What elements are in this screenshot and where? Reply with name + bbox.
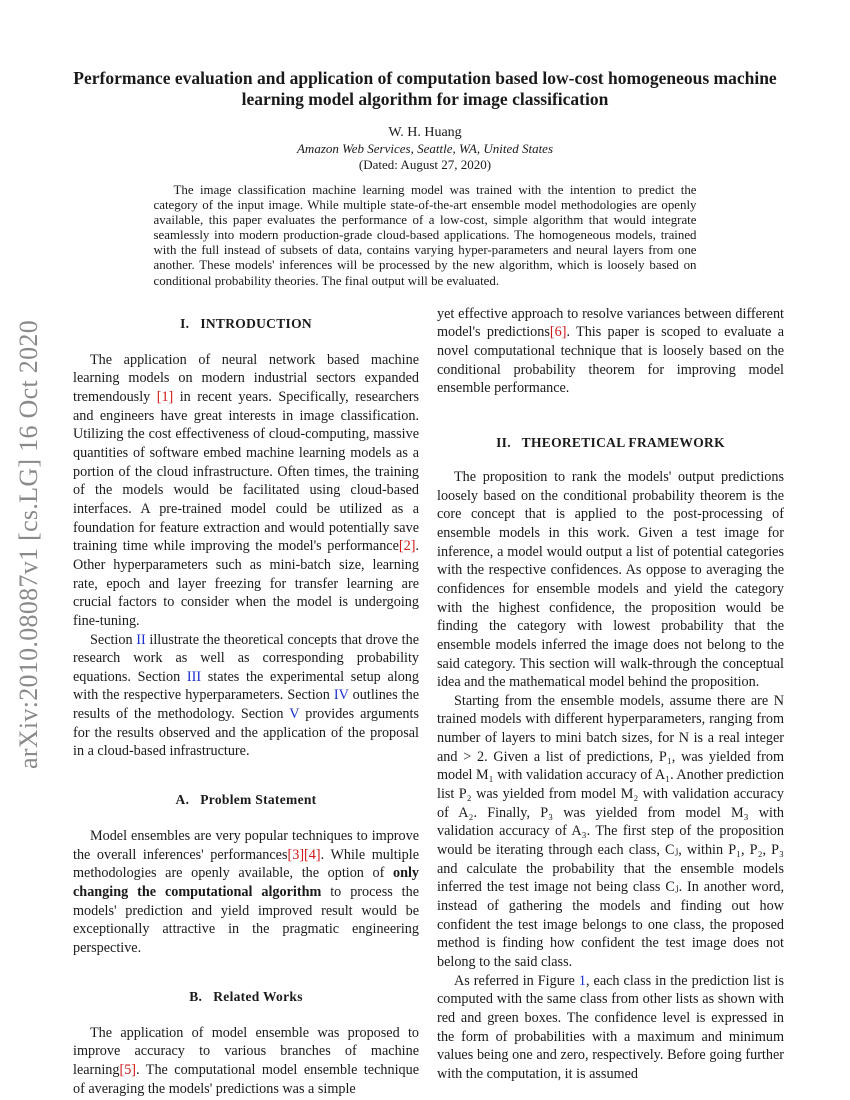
reference-link[interactable]: V [289, 706, 300, 723]
reference-link[interactable]: [5] [119, 1062, 137, 1078]
intro-paragraph-1 [73, 351, 419, 631]
arxiv-identifier-stamp: arXiv:2010.08087v1 [cs.LG] 16 Oct 2020 [14, 320, 43, 770]
reference-link[interactable]: [4] [304, 846, 321, 863]
section-heading-theoretical-framework: II. THEORETICAL FRAMEWORK [496, 434, 725, 450]
paper-title: Performance evaluation and application of computation based low-cost homogeneous machine learning model algorithm for image classification [73, 68, 777, 109]
text-run: outlines the results of the methodology. Section [73, 687, 419, 723]
reference-link[interactable]: IV [333, 687, 349, 704]
author-name: W. H. Huang [388, 125, 462, 140]
text-run: Model ensembles are very popular techniques to improve the overall inferences' performances [73, 828, 419, 863]
left-column [73, 305, 419, 1099]
emphasized-text: only changing the computational algorithm [73, 865, 419, 901]
right-column [437, 305, 784, 1099]
reference-link[interactable]: [2] [398, 538, 416, 555]
related-works-continuation [437, 305, 784, 398]
theory-paragraph-1 [437, 468, 784, 692]
text-run: , each class in the prediction list is computed with the same class from other lists as shown with red and green boxes. The confidence level is expressed in the form of probabilities with a maximum and minimum values being one and zero, respectively. Before going further with the computation, it is assumed [437, 972, 784, 1082]
text-run: . Other hyperparameters such as mini-batch size, learning rate, epoch and layer freezing for transfer learning are crucial factors to consider when the model is undergoing fine-tuning. [73, 538, 419, 629]
theory-paragraph-3 [437, 972, 784, 1084]
two-column-body [0, 305, 850, 1099]
text-run: The proposition to rank the models' output predictions loosely based on the conditional probability theorem is the core concept that is applied to the post-processing of ensemble models in this work. Given a test image for inference, a model would output a list of potential categories with the respective confidences. As oppose to averaging the confidences for ensemble models and yield the category with the highest confidence, the proposition would be finding the category with lowest probability that the ensemble models inferred the image does not belong to the said category. This section will walk-through the conceptual idea and the mathematical model behind the proposition. [437, 468, 784, 691]
section-heading-introduction: I. INTRODUCTION [180, 315, 312, 331]
reference-link[interactable]: [3] [287, 846, 305, 863]
text-run: illustrate the theoretical concepts that drove the research work as well as corresponding probability equations. Section [73, 631, 420, 685]
date-line: (Dated: August 27, 2020) [358, 157, 492, 172]
text-run: in recent years. Specifically, researchers and engineers have great interests in image classification. Utilizing the cost effectiveness of cloud-computing, massive quantities of software embed machine learning models as a portion of the cloud infrastructure. Often times, the training of the models would be facilitated using cloud-based interfaces. A pre-trained model could be utilized as a foundation for feature extraction and would potentially save training time while improving the model's performance [73, 388, 419, 555]
text-run: provides arguments for the results observed and the application of the proposal in a cloud-based infrastructure. [73, 706, 419, 760]
reference-link[interactable]: II [136, 631, 146, 648]
author-affiliation: Amazon Web Services, Seattle, WA, United States [296, 141, 554, 156]
subsection-heading-problem-statement: A. Problem Statement [175, 792, 317, 808]
related-works-paragraph [73, 1024, 419, 1099]
reference-link[interactable]: [1] [156, 388, 174, 405]
text-run: As referred in Figure [454, 972, 579, 989]
reference-link[interactable]: III [186, 668, 202, 685]
problem-statement-paragraph [73, 827, 419, 958]
text-run: . The computational model ensemble technique of averaging the models' predictions was a simple [73, 1062, 419, 1097]
abstract: The image classification machine learning model was trained with the intention to predict the category of the input image. While multiple state-of-the-art ensemble model methodologies are openly available, this paper evaluates the performance of a low-cost, simple algorithm that would integrate seamlessly into modern production-grade cloud-based applications. The homogeneous models, trained with the full instead of subsets of data, contains varying hyper-parameters and neural layers from one another. These models' inferences will be processed by the new algorithm, which is loosely based on conditional probability theories. The final output will be evaluated. [153, 183, 697, 288]
intro-paragraph-2 [73, 631, 419, 762]
text-run: yet effective approach to resolve variances between different model's predictions [437, 305, 784, 341]
text-run: The application of neural network based machine learning models on modern industrial sectors expanded tremendously [73, 351, 419, 405]
text-run: to process the models' prediction and yield improved result would be exceptionally attractive in the pragmatic engineering perspective. [73, 884, 420, 957]
text-run: states the experimental setup along with the respective hyperparameters. Section [73, 668, 419, 704]
text-run: . While multiple methodologies are openly available, the option of [73, 846, 419, 882]
text-run: Section [90, 631, 137, 648]
text-run: . This paper is scoped to evaluate a novel computational technique that is loosely based on the conditional probability theorem for improving model ensemble performance. [437, 324, 784, 397]
subsection-heading-related-works: B. Related Works [189, 988, 303, 1004]
theory-paragraph-2 [437, 692, 784, 972]
text-run: Starting from the ensemble models, assume there are N trained models with different hyperparameters, ranging from number of layers to mini batch sizes, for N is a real integer and > 2. Given a list of predictions, P₁, was yielded from model M₁ with validation accuracy of A₁. Another prediction list P₂ was yielded from model M₂ with validation accuracy of A₂. Finally, P₃ was yielded from model M₃ with validation accuracy of A₃. The first step of the proposition would be iterating through each class, Cⱼ, within P₁, P₂, P₃ and calculate the probability that the ensemble models inferred the test image not being class Cⱼ. In another word, instead of gathering the models and finding out how confident the test image belongs to one class, the proposed method is finding how confident the test image does not belong to the said class. [437, 692, 784, 970]
reference-link[interactable]: [6] [549, 324, 567, 341]
text-run: The application of model ensemble was proposed to improve accuracy to various branches of machine learning [73, 1024, 419, 1078]
reference-link[interactable]: 1 [578, 972, 586, 989]
